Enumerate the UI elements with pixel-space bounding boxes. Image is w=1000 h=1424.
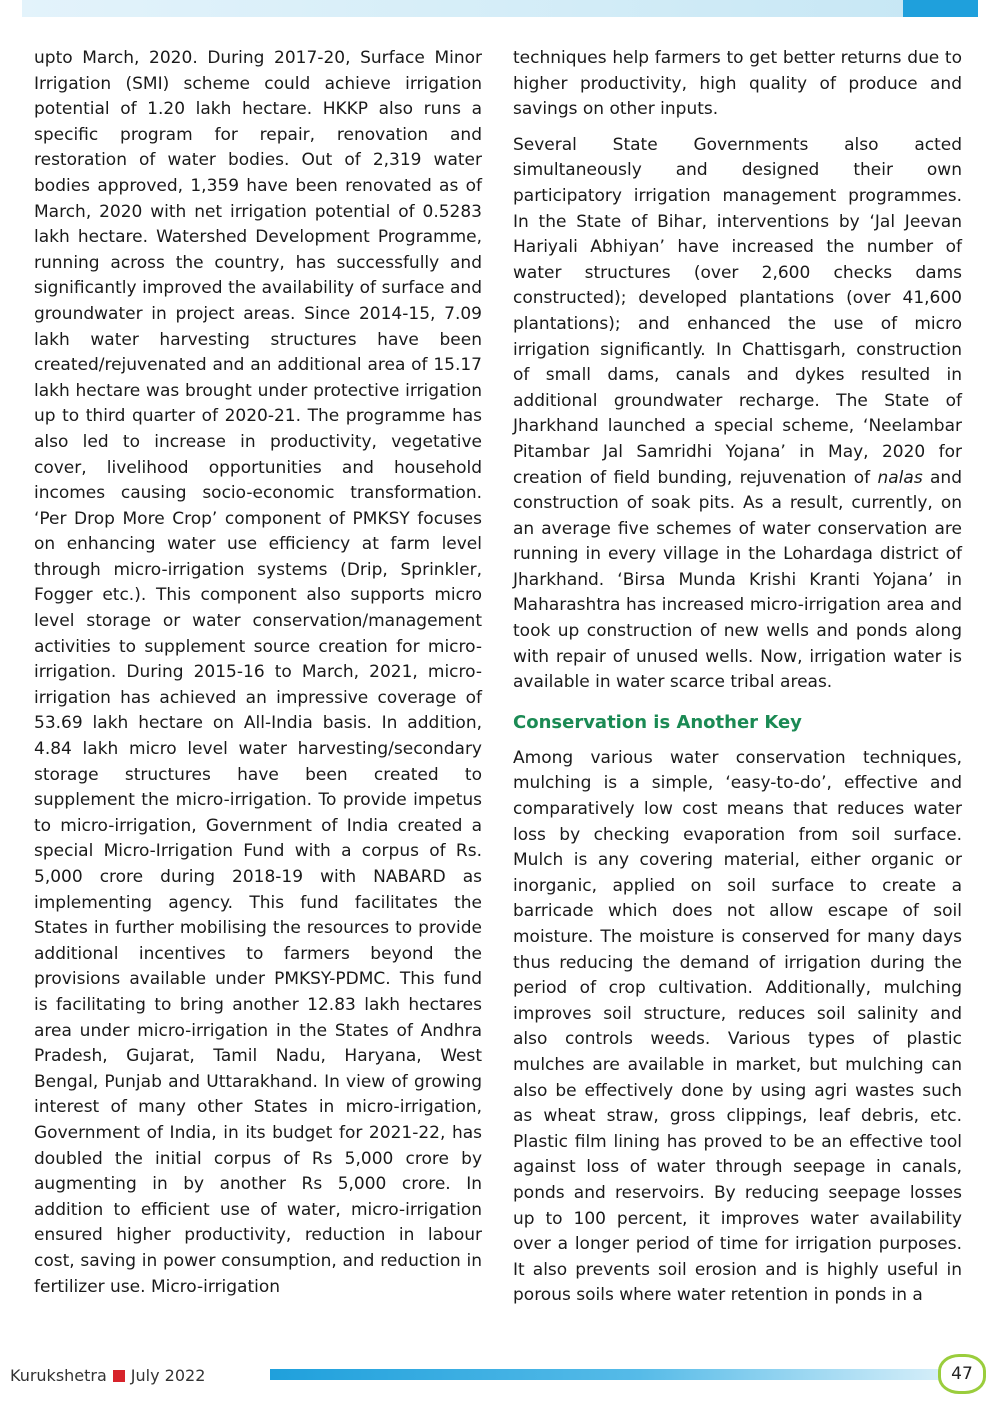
footer-masthead (10, 1366, 205, 1385)
left-column (34, 46, 482, 1310)
italic-term: nalas (877, 467, 923, 488)
header-band (22, 0, 978, 17)
body-paragraph (513, 133, 962, 696)
issue-date: July 2022 (130, 1366, 206, 1385)
header-tab (903, 0, 978, 17)
page-number: 47 (938, 1354, 986, 1394)
body-paragraph: techniques help farmers to get better returns due to higher productivity, high quality of produce and savings on other inputs. (513, 48, 962, 120)
body-paragraph: upto March, 2020. During 2017-20, Surface Minor Irrigation (SMI) scheme could achieve irrigation potential of 1.20 lakh hectare. HKKP also runs a specific program for repair, renovation and restoration of water bodies. Out of 2,319 water bodies approved, 1,359 have been renovated as of March, 2020 with net irrigation potential of 0.5283 lakh hectare. Watershed Development Programme, running across the country, has successfully and significantly improved the availability of surface and groundwater in project areas. Since 2014-15, 7.09 lakh water harvesting structures have been created/rejuvenated and an additional area of 15.17 lakh hectare was brought under protective irrigation up to third quarter of 2020-21. The programme has also led to increase in productivity, vegetative cover, livelihood opportunities and household incomes causing socio-economic transformation. ‘Per Drop More Crop’ component of PMKSY focuses on enhancing water use efficiency at farm level through micro-irrigation systems (Drip, Sprinkler, Fogger etc.). This component also supports micro level storage or water conservation/management activities to supplement source creation for micro-irrigation. During 2015-16 to March, 2021, micro-irrigation has achieved an impressive coverage of 53.69 lakh hectare on All-India basis. In addition, 4.84 lakh micro level water harvesting/secondary storage structures have been created to supplement the micro-irrigation. To provide impetus to micro-irrigation, Government of India created a special Micro-Irrigation Fund with a corpus of Rs. 5,000 crore during 2018-19 with NABARD as implementing agency. This fund facilitates the States in further mobilising the resources to provide additional incentives to farmers beyond the provisions available under PMKSY-PDMC. This fund is facilitating to bring another 12.83 lakh hectares area under micro-irrigation in the States of Andhra Pradesh, Gujarat, Tamil Nadu, Haryana, West Bengal, Punjab and Uttarakhand. In view of growing interest of many other States in micro-irrigation, Government of India, in its budget for 2021-22, has doubled the initial corpus of Rs 5,000 crore by augmenting in by another Rs 5,000 crore. In addition to efficient use of water, micro-irrigation ensured higher productivity, reduction in labour cost, saving in power consumption, and reduction in fertilizer use. Micro-irrigation (34, 48, 482, 1297)
right-column (513, 46, 962, 1319)
body-text: and construction of soak pits. As a result, currently, on an average five schemes of water conservation are running in every village in the Lohardaga district of Jharkhand. ‘Birsa Munda Krishi Kranti Yojana’ in Maharashtra has increased micro-irrigation area and took up construction of new wells and ponds along with repair of unused wells. Now, irrigation water is available in water scarce tribal areas. (513, 467, 962, 693)
page-footer (0, 1352, 1000, 1402)
magazine-name: Kurukshetra (10, 1366, 107, 1385)
footer-band (270, 1369, 942, 1380)
red-square-icon (113, 1370, 125, 1382)
body-text: Several State Governments also acted simultaneously and designed their own participatory irrigation management programmes. In the State of Bihar, interventions by ‘Jal Jeevan Hariyali Abhiyan’ have increased the number of water structures (over 2,600 checks dams constructed); developed plantations (over 41,600 plantations); and enhanced the use of micro irrigation significantly. In Chattisgarh, construction of small dams, canals and dykes resulted in additional groundwater recharge. The State of Jharkhand launched a special scheme, ‘Neelambar Pitambar Jal Samridhi Yojana’ in May, 2020 for creation of field bunding, rejuvenation of (513, 134, 962, 488)
section-heading: Conservation is Another Key (513, 711, 802, 733)
body-paragraph: Among various water conservation techniques, mulching is a simple, ‘easy-to-do’, effective and comparatively low cost means that reduces water loss by checking evaporation from soil surface. Mulch is any covering material, either organic or inorganic, applied on soil surface to create a barricade which does not allow escape of soil moisture. The moisture is conserved for many days thus reducing the demand of irrigation during the period of crop cultivation. Additionally, mulching improves soil structure, reduces soil salinity and also controls weeds. Various types of plastic mulches are available in market, but mulching can also be effectively done by using agri wastes such as wheat straw, gross clippings, leaf debris, etc. Plastic film lining has proved to be an effective tool against loss of water through seepage in canals, ponds and reservoirs. By reducing seepage losses up to 100 percent, it improves water availability over a longer period of time for irrigation purposes. It also prevents soil erosion and is highly useful in porous soils where water retention in ponds in a (513, 747, 962, 1306)
